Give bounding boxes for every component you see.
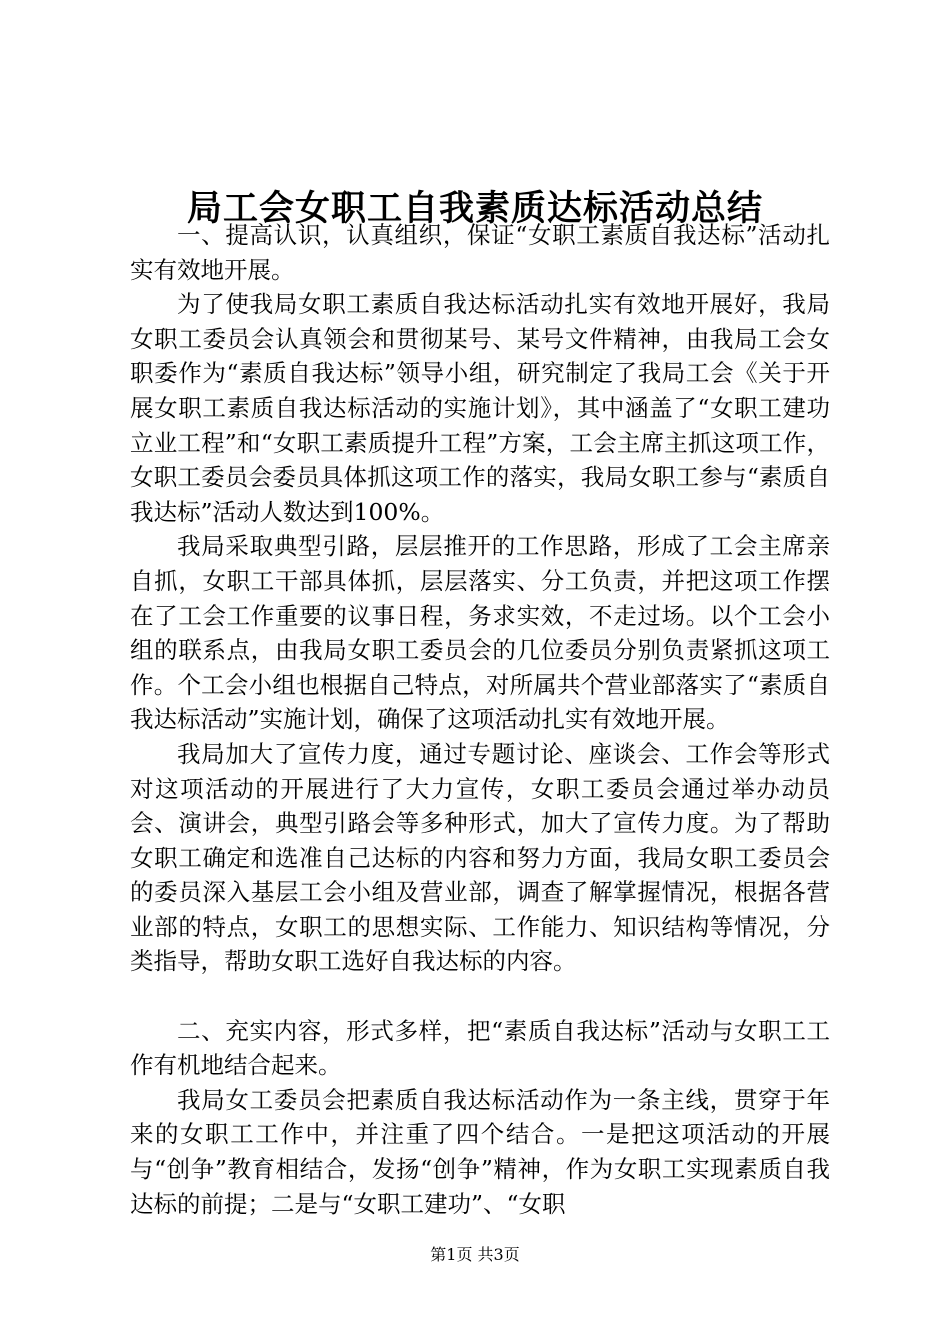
body-paragraph: 我局采取典型引路，层层推开的工作思路，形成了工会主席亲自抓，女职工干部具体抓，层层落实、分工负责，并把这项工作摆在了工会工作重要的议事日程，务求实效，不走过场。以个工会小组的联系点，由我局女职工委员会的几位委员分别负责紧抓这项工作。个工会小组也根据自己特点，对所属共个营业部落实了“素质自我达标活动”实施计划，确保了这项活动扎实有效地开展。 bbox=[130, 532, 830, 734]
document-body bbox=[130, 218, 830, 1221]
body-paragraph: 为了使我局女职工素质自我达标活动扎实有效地开展好，我局女职工委员会认真领会和贯彻某号、某号文件精神，由我局工会女职委作为“素质自我达标”领导小组，研究制定了我局工会《关于开展女职工素质自我达标活动的实施计划》，其中涵盖了“女职工建功立业工程”和“女职工素质提升工程”方案，工会主席主抓这项工作，女职工委员会委员具体抓这项工作的落实，我局女职工参与“素质自我达标”活动人数达到100%。 bbox=[130, 290, 830, 526]
paragraph-gap bbox=[130, 979, 830, 1014]
document-title: 局工会女职工自我素质达标活动总结 bbox=[186, 188, 763, 229]
body-paragraph: 我局加大了宣传力度，通过专题讨论、座谈会、工作会等形式对这项活动的开展进行了大力宣传，女职工委员会通过举办动员会、演讲会，典型引路会等多种形式，加大了宣传力度。为了帮助女职工确定和选准自己达标的内容和努力方面，我局女职工委员会的委员深入基层工会小组及营业部，调查了解掌握情况，根据各营业部的特点，女职工的思想实际、工作能力、知识结构等情况，分类指导，帮助女职工选好自我达标的内容。 bbox=[130, 739, 830, 976]
section-heading-2: 二、充实内容，形式多样，把“素质自我达标”活动与女职工工作有机地结合起来。 bbox=[130, 1016, 830, 1080]
body-paragraph: 我局女工委员会把素质自我达标活动作为一条主线，贯穿于年来的女职工工作中，并注重了四个结合。一是把这项活动的开展与“创争”教育相结合，发扬“创争”精神，作为女职工实现素质自我达标的前提；二是与“女职工建功”、“女职 bbox=[130, 1085, 830, 1218]
section-heading-1: 一、提高认识，认真组织，保证“女职工素质自我达标”活动扎实有效地开展。 bbox=[130, 221, 830, 284]
page-footer: 第1页 共3页 bbox=[430, 1245, 520, 1264]
